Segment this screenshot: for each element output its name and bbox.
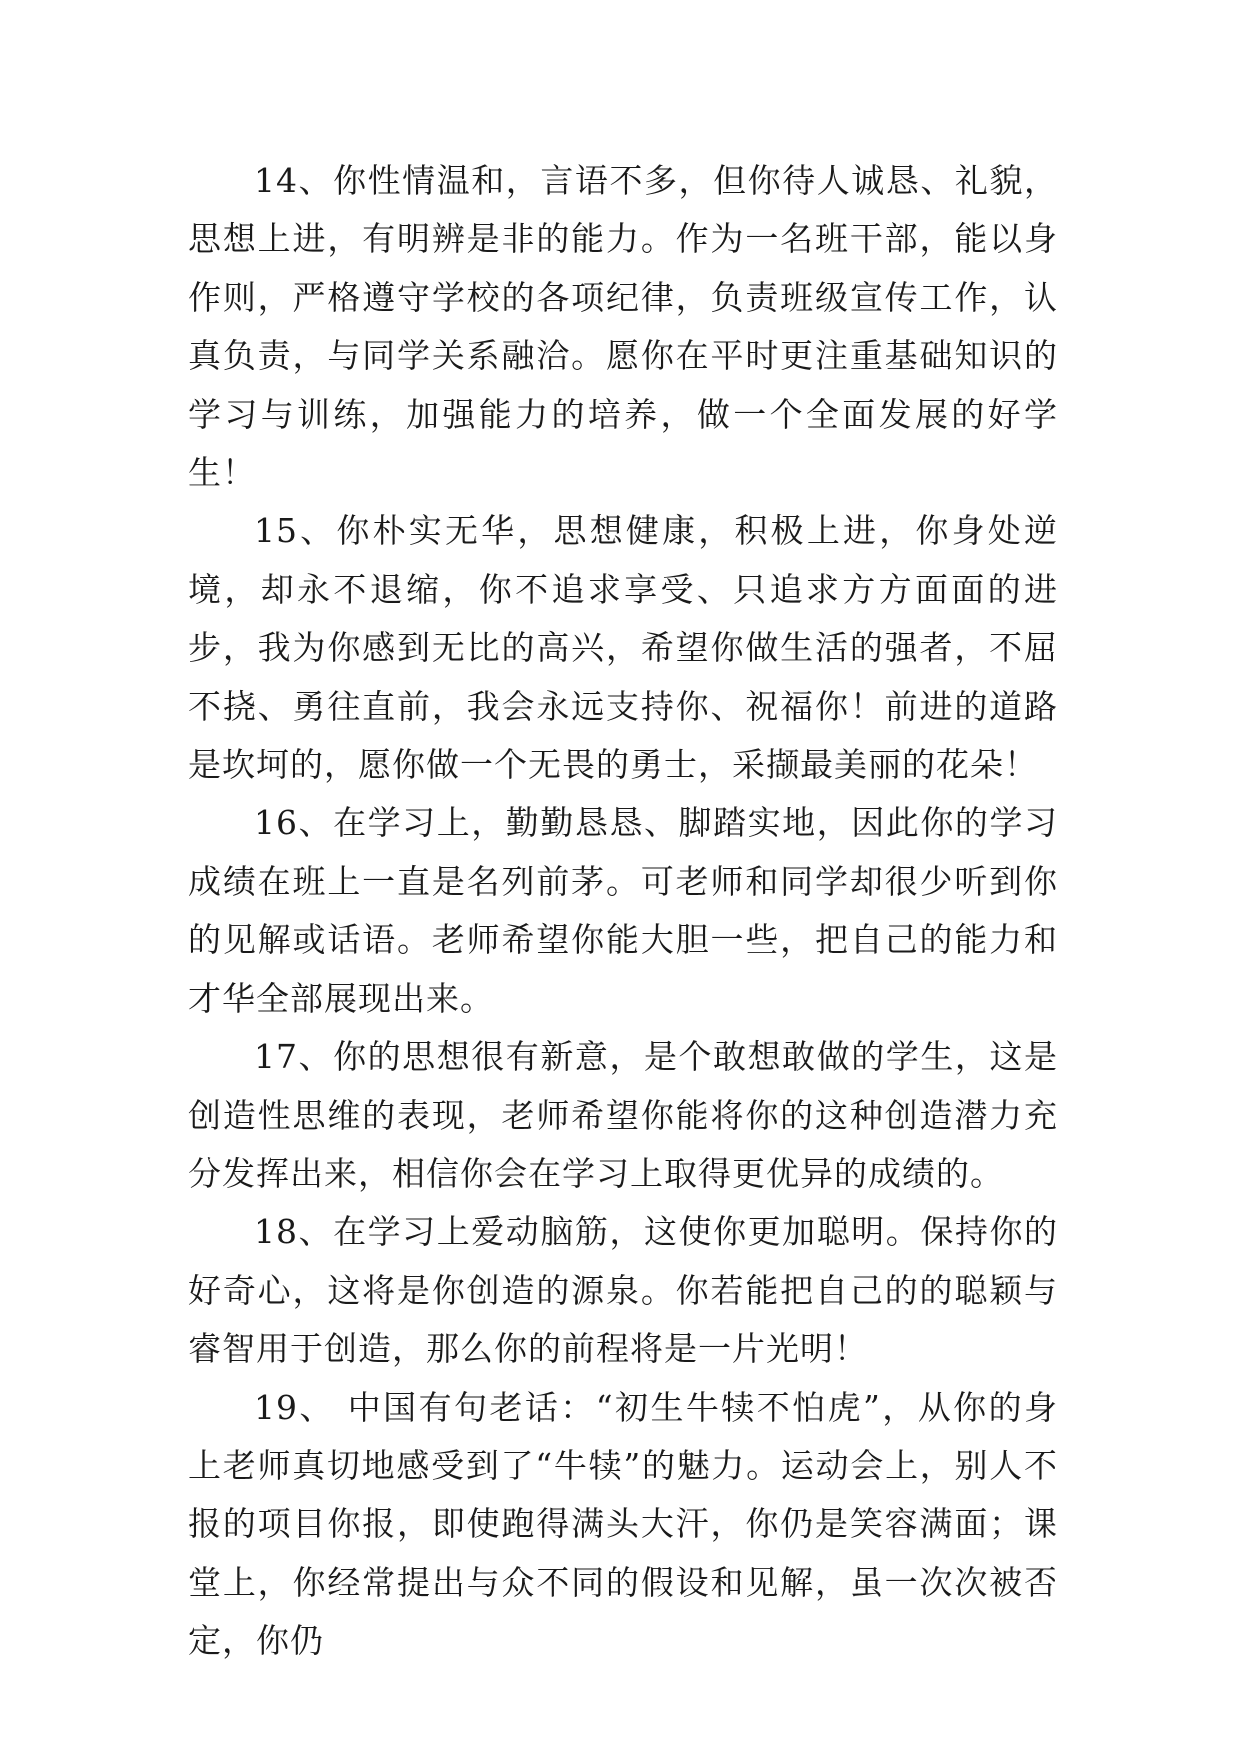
document-body: [188, 152, 1058, 1671]
paragraph-15: 15、你朴实无华，思想健康，积极上进，你身处逆境，却永不退缩，你不追求享受、只追求方方面面的进步，我为你感到无比的高兴，希望你做生活的强者，不屈不挠、勇往直前，我会永远支持你、祝福你！前进的道路是坎坷的，愿你做一个无畏的勇士，采撷最美丽的花朵！: [188, 511, 1058, 785]
paragraph-19: 19、 中国有句老话：“初生牛犊不怕虎”，从你的身上老师真切地感受到了“牛犊”的魅力。运动会上，别人不报的项目你报，即使跑得满头大汗，你仍是笑容满面；课堂上，你经常提出与众不同的假设和见解，虽一次次被否定，你仍: [188, 1387, 1058, 1661]
paragraph-16: 16、在学习上，勤勤恳恳、脚踏实地，因此你的学习成绩在班上一直是名列前茅。可老师和同学却很少听到你的见解或话语。老师希望你能大胆一些，把自己的能力和才华全部展现出来。: [188, 803, 1058, 1018]
paragraph-17: 17、你的思想很有新意，是个敢想敢做的学生，这是创造性思维的表现，老师希望你能将你的这种创造潜力充分发挥出来，相信你会在学习上取得更优异的成绩的。: [188, 1037, 1058, 1193]
paragraph-14: 14、你性情温和，言语不多，但你待人诚恳、礼貌，思想上进，有明辨是非的能力。作为一名班干部，能以身作则，严格遵守学校的各项纪律，负责班级宣传工作，认真负责，与同学关系融洽。愿你在平时更注重基础知识的学习与训练，加强能力的培养，做一个全面发展的好学生！: [188, 161, 1058, 493]
paragraph-18: 18、在学习上爱动脑筋，这使你更加聪明。保持你的好奇心，这将是你创造的源泉。你若能把自己的的聪颖与睿智用于创造，那么你的前程将是一片光明！: [188, 1212, 1058, 1369]
